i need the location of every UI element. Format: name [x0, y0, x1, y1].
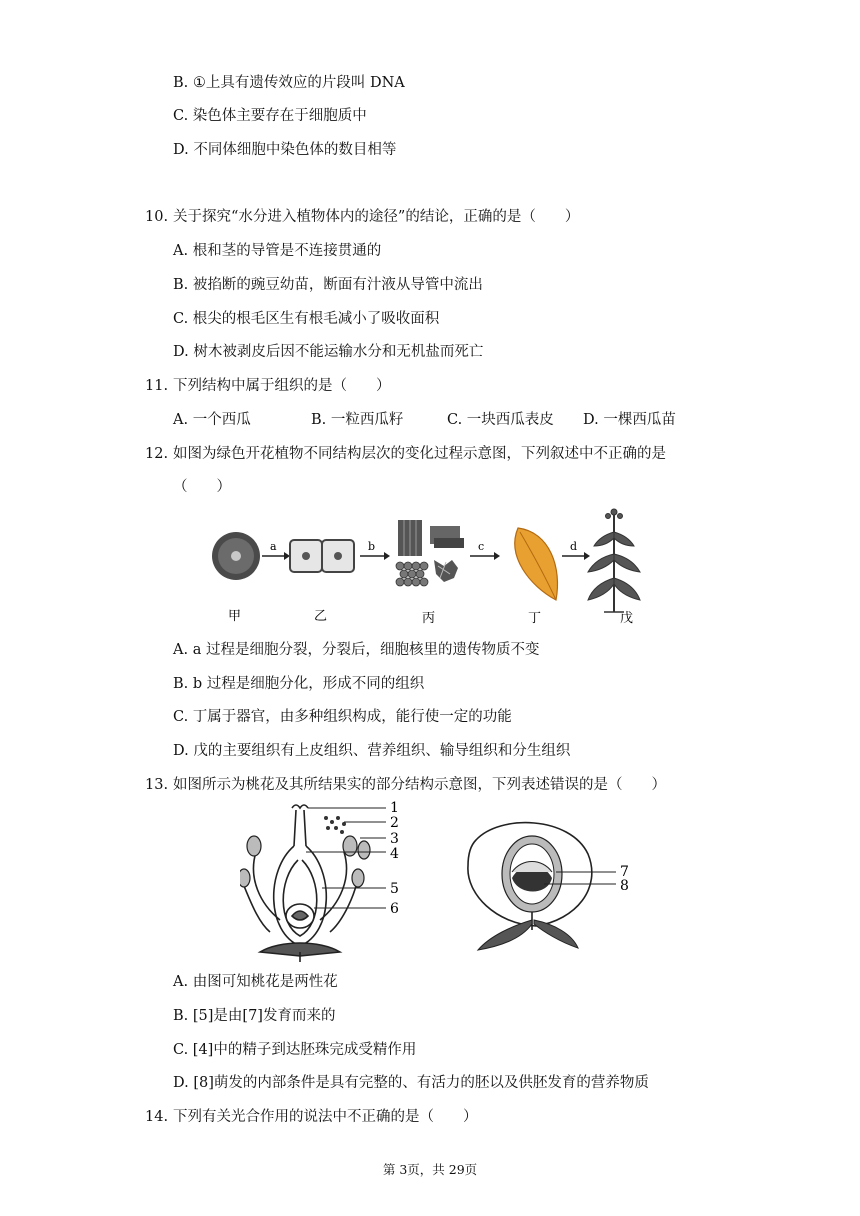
cell-jia-image [212, 532, 260, 580]
q11-option-a: A. 一个西瓜 [173, 412, 251, 428]
q12-option-b: B. b 过程是细胞分化，形成不同的组织 [173, 676, 425, 692]
fig-number-6: 6 [390, 901, 399, 917]
arrow-c-label: c [478, 540, 485, 553]
q9-option-c: C. 染色体主要存在于细胞质中 [173, 108, 367, 124]
q11-option-c: C. 一块西瓜表皮 [447, 412, 554, 428]
tissues-bing-image [396, 520, 464, 586]
q12-number: 12. [145, 446, 169, 462]
fig-number-2: 2 [390, 815, 399, 831]
q13-option-a: A. 由图可知桃花是两性花 [173, 974, 338, 990]
fig-number-7: 7 [620, 864, 629, 880]
q10-number: 10. [145, 209, 169, 225]
q13-option-b: B. [5]是由[7]发育而来的 [173, 1008, 336, 1024]
plant-wu-image [588, 509, 640, 612]
arrow-d-label: d [570, 540, 578, 553]
fig-number-1: 1 [390, 800, 399, 816]
q10-option-b: B. 被掐断的豌豆幼苗，断面有汁液从导管中流出 [173, 277, 483, 293]
cells-yi-image [290, 540, 354, 572]
q9-option-d: D. 不同体细胞中染色体的数目相等 [173, 142, 397, 158]
arrow-b [360, 540, 390, 560]
leaf-ding-image [515, 528, 558, 600]
arrow-a-label: a [270, 540, 277, 553]
q14-number: 14. [145, 1109, 169, 1125]
q13-stem: 如图所示为桃花及其所结果实的部分结构示意图，下列表述错误的是（ ） [173, 777, 666, 793]
pollen-grains-image [324, 816, 346, 834]
fig-number-8: 8 [620, 878, 629, 894]
fig-label-ding: 丁 [528, 611, 542, 626]
q9-option-b: B. ①上具有遗传效应的片段叫 DNA [173, 75, 405, 91]
q11-option-d: D. 一棵西瓜苗 [583, 412, 676, 428]
anthers-image [240, 836, 370, 887]
q12-option-a: A. a 过程是细胞分裂，分裂后，细胞核里的遗传物质不变 [173, 642, 540, 658]
q14-stem: 下列有关光合作用的说法中不正确的是（ ） [173, 1109, 478, 1125]
q11-option-b: B. 一粒西瓜籽 [311, 412, 404, 428]
q12-option-c: C. 丁属于器官，由多种组织构成，能行使一定的功能 [173, 709, 512, 725]
fig-label-jia: 甲 [228, 609, 242, 624]
fig-number-4: 4 [390, 846, 399, 862]
q13-number: 13. [145, 777, 169, 793]
arrow-b-label: b [368, 540, 376, 553]
q13-option-d: D. [8]萌发的内部条件是具有完整的、有活力的胚以及供胚发育的营养物质 [173, 1075, 649, 1091]
page-footer: 第 3页，共 29页 [382, 1162, 478, 1177]
q10-option-d: D. 树木被剥皮后因不能运输水分和无机盐而死亡 [173, 344, 484, 360]
q12-option-d: D. 戊的主要组织有上皮组织、营养组织、输导组织和分生组织 [173, 743, 571, 759]
arrow-a [262, 540, 290, 560]
q10-option-c: C. 根尖的根毛区生有根毛减小了吸收面积 [173, 311, 440, 327]
fig-label-yi: 乙 [314, 609, 328, 624]
peach-fruit-image [468, 823, 592, 950]
fig-label-wu: 戊 [620, 611, 634, 626]
peach-flower-image [244, 805, 356, 962]
q11-number: 11. [145, 378, 169, 394]
q12-stem-line2: （ ） [173, 479, 231, 495]
arrow-c [470, 540, 500, 560]
q13-option-c: C. [4]中的精子到达胚珠完成受精作用 [173, 1042, 417, 1058]
q10-stem: 关于探究“水分进入植物体内的途径”的结论，正确的是（ ） [173, 209, 580, 225]
q13-figure-peach-flower-fruit [240, 800, 640, 964]
fig-label-bing: 丙 [422, 611, 436, 626]
fig-number-5: 5 [390, 881, 399, 897]
q12-figure-plant-structure-levels [200, 502, 660, 630]
q10-option-a: A. 根和茎的导管是不连接贯通的 [173, 243, 382, 259]
q12-stem-line1: 如图为绿色开花植物不同结构层次的变化过程示意图，下列叙述中不正确的是 [173, 446, 666, 462]
q11-stem: 下列结构中属于组织的是（ ） [173, 378, 391, 394]
arrow-d [562, 540, 590, 560]
fig-number-3: 3 [390, 831, 399, 847]
